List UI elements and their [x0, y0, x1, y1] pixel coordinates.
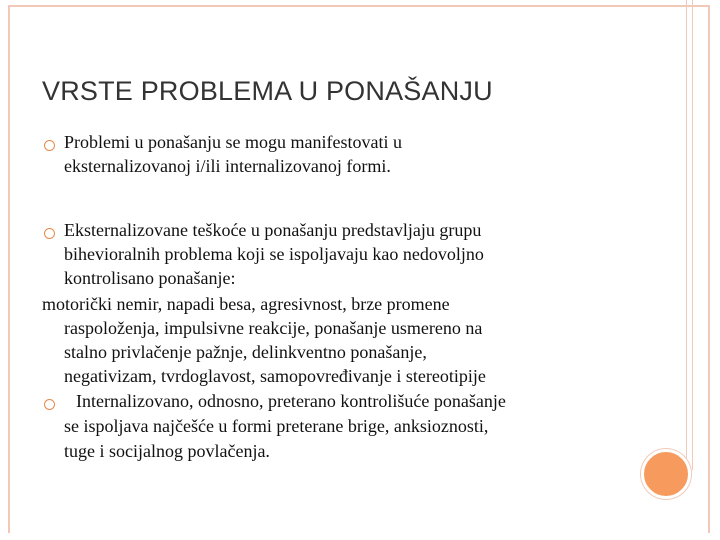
- circle-bullet-icon: [44, 140, 55, 151]
- p4-line1: Internalizovano, odnosno, preterano kontrolišuće ponašanje: [76, 391, 506, 411]
- p3-line2: raspoloženja, impulsivne reakcije, ponašanje usmereno na: [64, 318, 483, 338]
- slide-title: VRSTE PROBLEMA U PONAŠANJU: [42, 76, 493, 106]
- orange-circle-icon: [641, 449, 691, 499]
- frame-line: [692, 0, 693, 470]
- p2-line2: bihevioralnih problema koji se ispoljavaju kao nedovoljno: [64, 244, 484, 264]
- p4-line2: se ispoljava najčešće u formi preterane brige, anksioznosti,: [64, 416, 489, 436]
- p4-line3: tuge i socijalnog povlačenja.: [64, 441, 270, 461]
- circle-bullet-icon: [44, 228, 55, 239]
- p3-line4: negativizam, tvrdoglavost, samopovređivanje i stereotipije: [64, 366, 486, 386]
- circle-bullet-icon: [44, 399, 55, 410]
- p2-line1: Eksternalizovane teškoće u ponašanju predstavljaju grupu: [64, 220, 482, 240]
- p1-line1: Problemi u ponašanju se mogu manifestovati u: [64, 132, 402, 152]
- p1-line2: eksternalizovanoj i/ili internalizovanoj formi.: [64, 156, 391, 176]
- frame-line: [686, 0, 687, 470]
- p2-line3: kontrolisano ponašanje:: [64, 268, 236, 288]
- p3-line1: motorički nemir, napadi besa, agresivnost, brze promene: [42, 294, 450, 314]
- p3-line3: stalno privlačenje pažnje, delinkventno ponašanje,: [64, 342, 427, 362]
